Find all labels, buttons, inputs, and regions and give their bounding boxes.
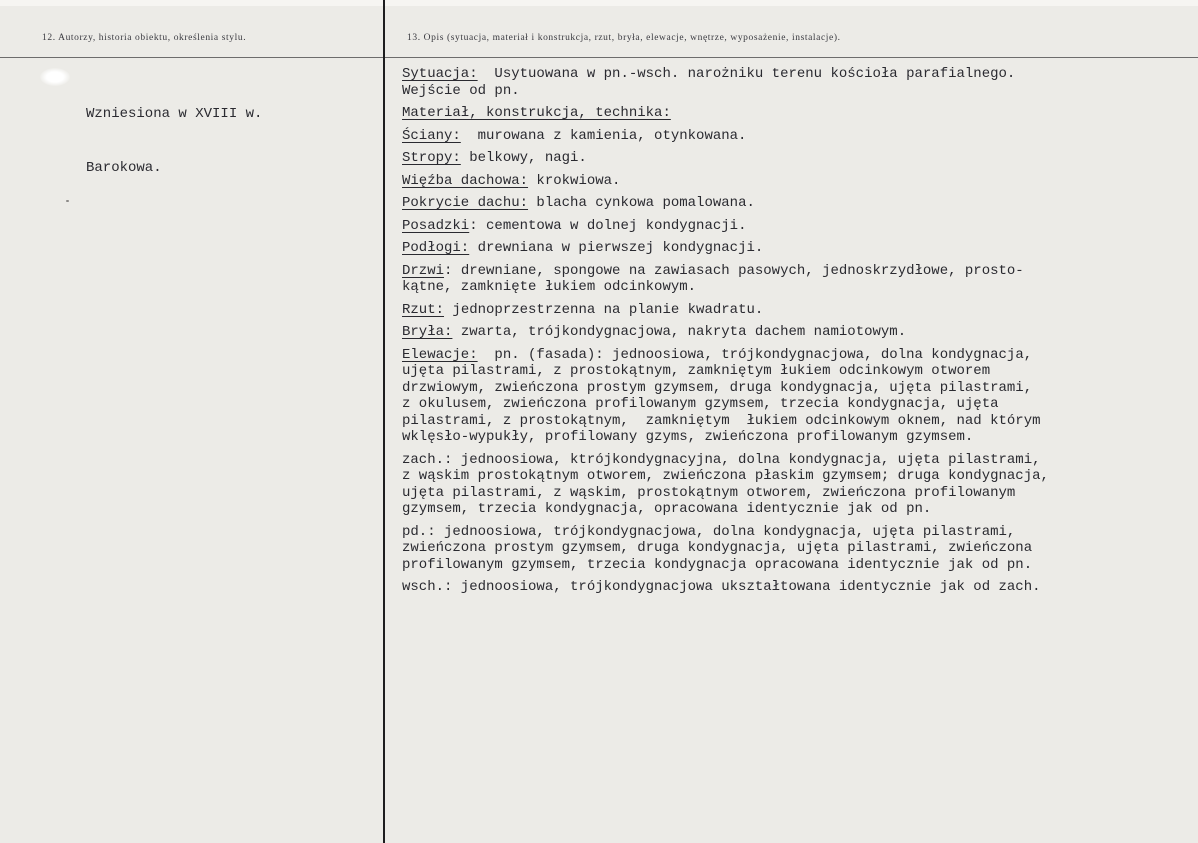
description-line [402,501,1192,518]
description-section [402,324,1192,341]
description-line [402,557,1192,574]
description-line [402,429,1192,446]
description-line [402,83,1192,100]
authors-history-style [86,69,262,213]
description-line [402,173,1192,190]
section-text: ujęta pilastrami, z prostokątnym, zamkniętym łukiem odcinkowym otworem [402,363,991,379]
section-label: Stropy: [402,150,461,166]
white-stain [40,68,70,86]
section-text: ujęta pilastrami, z wąskim, prostokątnym otworem, zwieńczona profilowanym [402,484,1016,501]
description-line [402,524,1192,541]
right-column-header: 13. Opis (sytuacja, materiał i konstrukcja, rzut, bryła, elewacje, wnętrze, wyposażenie, instalacje). [407,33,841,43]
description-section [402,263,1192,296]
description-line [402,195,1192,212]
description-line [402,540,1192,557]
column-divider [383,0,385,843]
description-line [402,66,1192,83]
section-text: pn. (fasada): jednoosiowa, trójkondygnacjowa, dolna kondygnacja, [477,346,1033,363]
section-text: pilastrami, z prostokątnym, zamkniętym łukiem odcinkowym oknem, nad którym [402,412,1041,429]
left-column-header: 12. Autorzy, historia obiektu, określenia stylu. [42,33,247,43]
section-text: zach.: jednoosiowa, ktrójkondygnacyjna, dolna kondygnacja, ujęta pilastrami, [402,451,1041,468]
section-text: zwarta, trójkondygnacjowa, nakryta dachem namiotowym. [452,324,907,340]
section-text: Wejście od pn. [402,82,520,99]
section-label: Sytuacja: [402,66,478,82]
description-line [402,347,1192,364]
section-label: Bryła: [402,324,453,340]
description-line [402,579,1192,596]
description-line [402,380,1192,397]
description-section [402,452,1192,518]
section-text: zwieńczona prostym gzymsem, druga kondygnacja, ujęta pilastrami, zwieńczona [402,540,1033,556]
section-text: drewniana w pierwszej kondygnacji. [469,240,764,256]
description-line [402,302,1192,319]
section-text: : drewniane, spongowe na zawiasach pasowych, jednoskrzydłowe, prosto- [444,262,1024,279]
section-label: Ściany: [402,127,461,144]
description-section [402,128,1192,145]
description-section [402,150,1192,167]
left-line: Barokowa. [86,160,162,176]
description-line [402,363,1192,380]
section-label: Więźba dachowa: [402,172,529,189]
section-text: murowana z kamienia, otynkowana. [460,127,747,144]
section-text: blacha cynkowa pomalowana. [528,195,755,211]
description-line [402,468,1192,485]
section-label: Drzwi [402,262,445,279]
description-section [402,66,1192,99]
description-column [402,66,1192,602]
section-text: z okulusem, zwieńczona profilowanym gzymsem, trzecia kondygnacja, ujęta [402,396,999,412]
description-line [402,240,1192,257]
section-text: gzymsem, trzecia kondygnacja, opracowana identycznie jak od pn. [402,501,932,517]
description-section [402,240,1192,257]
paper-speck [66,200,69,202]
description-line [402,396,1192,413]
left-line: Wzniesiona w XVIII w. [86,106,263,122]
description-section [402,195,1192,212]
description-line [402,279,1192,296]
section-label: Rzut: [402,301,445,318]
description-line [402,128,1192,145]
description-section [402,218,1192,235]
section-text: kątne, zamknięte łukiem odcinkowym. [402,279,697,295]
section-label: Pokrycie dachu: [402,195,529,211]
section-text: wklęsło-wypukły, profilowany gzyms, zwieńczona profilowanym gzymsem. [402,429,974,445]
description-section [402,173,1192,190]
description-line [402,105,1192,122]
description-line [402,218,1192,235]
section-label: Elewacje: [402,346,478,363]
section-text: belkowy, nagi. [460,150,587,166]
description-line [402,150,1192,167]
section-text: drzwiowym, zwieńczona prostym gzymsem, druga kondygnacja, ujęta pilastrami, [402,379,1033,396]
section-text: jednoprzestrzenna na planie kwadratu. [444,301,764,318]
description-section [402,105,1192,122]
section-text: z wąskim prostokątnym otworem, zwieńczona płaskim gzymsem; druga kondygnacja, [402,468,1049,484]
section-label: Posadzki [402,217,470,234]
section-text: krokwiowa. [528,172,621,189]
section-text: wsch.: jednoosiowa, trójkondygnacjowa ukształtowana identycznie jak od zach. [402,579,1041,595]
section-text: : cementowa w dolnej kondygnacji. [469,217,747,234]
description-line [402,263,1192,280]
section-label: Podłogi: [402,240,470,256]
description-section [402,302,1192,319]
description-line [402,452,1192,469]
description-section [402,524,1192,574]
header-divider [0,57,1198,58]
description-section [402,579,1192,596]
section-label: Materiał, konstrukcja, technika: [402,105,671,121]
description-section [402,347,1192,446]
description-line [402,485,1192,502]
section-text: Usytuowana w pn.-wsch. narożniku terenu kościoła parafialnego. [477,66,1016,82]
paper-edge [0,0,1198,6]
section-text: profilowanym gzymsem, trzecia kondygnacja opracowana identycznie jak od pn. [402,556,1033,573]
description-line [402,413,1192,430]
description-line [402,324,1192,341]
section-text: pd.: jednoosiowa, trójkondygnacjowa, dolna kondygnacja, ujęta pilastrami, [402,523,1016,540]
